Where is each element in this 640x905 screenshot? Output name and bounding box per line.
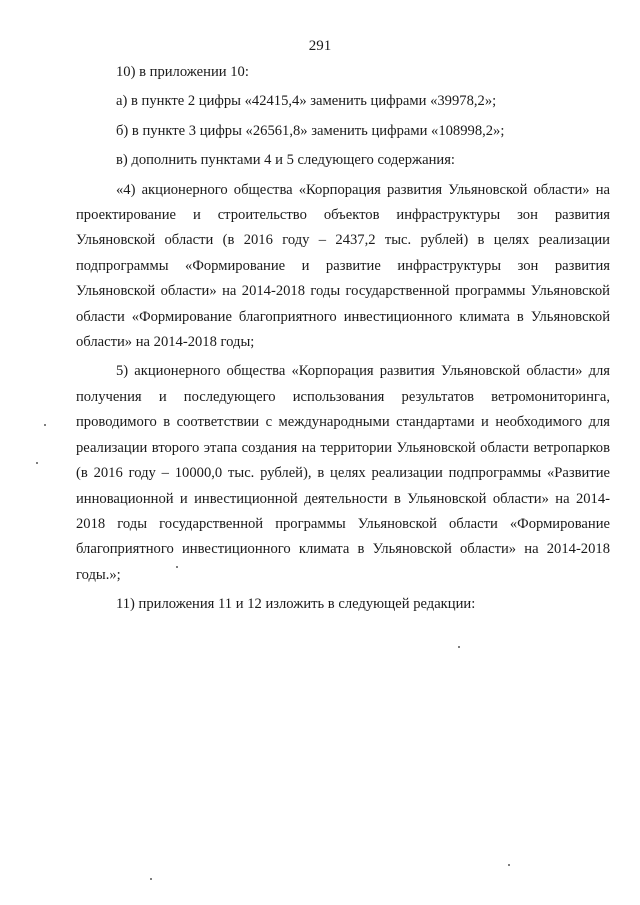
item-10a: а) в пункте 2 цифры «42415,4» заменить цифрами «39978,2»; [116, 93, 497, 110]
item-10c: в) дополнить пунктами 4 и 5 следующего содержания: [116, 152, 455, 169]
item-11-paragraph: 11) приложения 11 и 12 изложить в следующей редакции: [116, 596, 476, 613]
document-body [76, 60, 610, 618]
scan-speck [44, 424, 46, 426]
point-5-paragraph: 5) акционерного общества «Корпорация развития Ульяновской области» для получения и последующего использования результатов ветромониторинга, проводимого в соответствии с международными стандартами и необходимого для реализации второго этапа создания на территории Ульяновской области ветропарков (в 2016 году – 10000,0 тыс. рублей), в целях реализации подпрограммы «Развитие инновационной и инвестиционной деятельности в Ульяновской области» на 2014-2018 годы государственной программы Ульяновской области «Формирование благоприятного инвестиционного климата в Ульяновской области» на 2014-2018 годы.»; [76, 363, 610, 583]
scan-speck [508, 864, 510, 866]
point-4-paragraph: «4) акционерного общества «Корпорация развития Ульяновской области» на проектирование и строительство объектов инфраструктуры зон развития Ульяновской области (в 2016 году – 2437,2 тыс. рублей) в целях реализации подпрограммы «Формирование и развитие инфраструктуры зон развития Ульяновской области» на 2014-2018 годы государственной программы Ульяновской области «Формирование благоприятного инвестиционного климата в Ульяновской области» на 2014-2018 годы; [76, 181, 610, 351]
page-number: 291 [308, 38, 332, 54]
scan-speck [176, 566, 178, 568]
item-10-heading: 10) в приложении 10: [116, 64, 249, 80]
scan-speck [458, 646, 460, 648]
scan-speck [150, 878, 152, 880]
item-10b: б) в пункте 3 цифры «26561,8» заменить цифрами «108998,2»; [116, 122, 505, 139]
scan-speck [36, 462, 38, 464]
